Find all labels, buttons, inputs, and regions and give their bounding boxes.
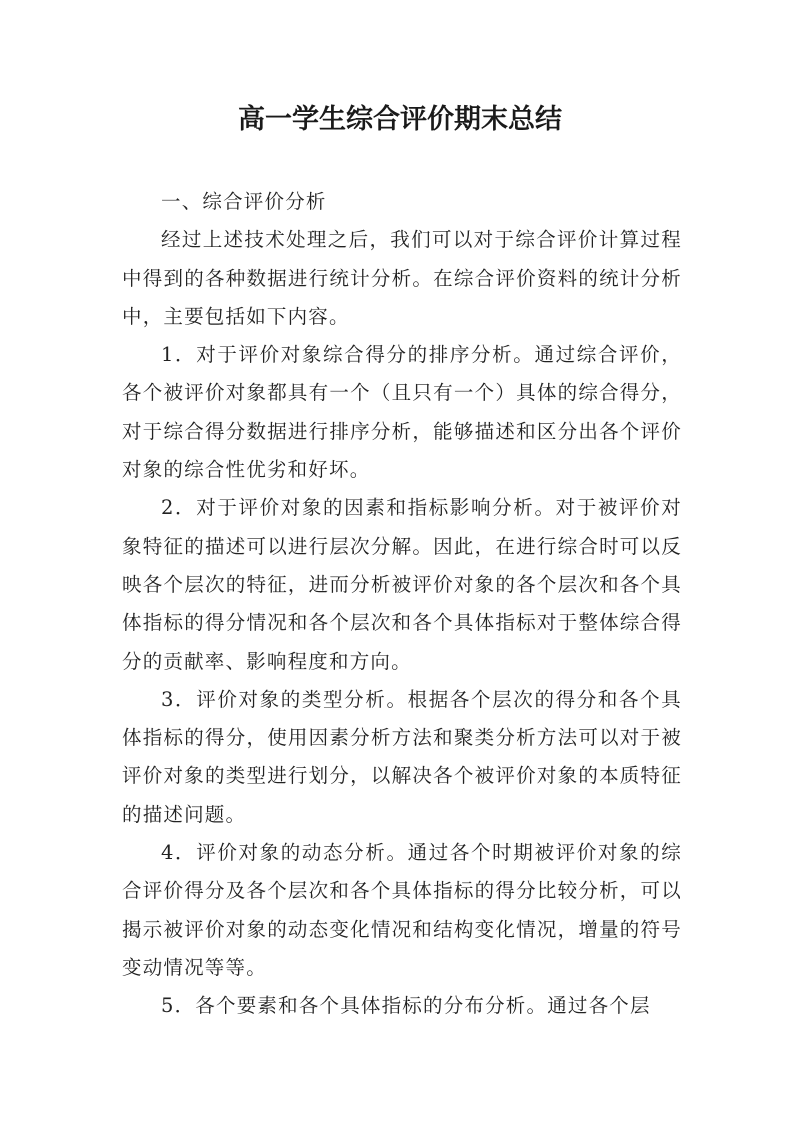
list-item-4: 4．评价对象的动态分析。通过各个时期被评价对象的综合评价得分及各个层次和各个具体指标的得分比较分析，可以揭示被评价对象的动态变化情况和结构变化情况，增量的符号变动情况等等。 xyxy=(122,841,682,979)
intro-paragraph: 经过上述技术处理之后，我们可以对于综合评价计算过程中得到的各种数据进行统计分析。在综合评价资料的统计分析中，主要包括如下内容。 xyxy=(122,228,682,328)
document-title: 高一学生综合评价期末总结 xyxy=(238,104,562,135)
list-item-1: 1．对于评价对象综合得分的排序分析。通过综合评价，各个被评价对象都具有一个（且只有一个）具体的综合得分，对于综合得分数据进行排序分析，能够描述和区分出各个评价对象的综合性优劣和好坏。 xyxy=(122,343,682,482)
document-body xyxy=(122,183,682,1026)
list-item-5: 5．各个要素和各个具体指标的分布分析。通过各个层 xyxy=(161,994,651,1018)
list-item-3: 3．评价对象的类型分析。根据各个层次的得分和各个具体指标的得分，使用因素分析方法和聚类分析方法可以对于被评价对象的类型进行划分，以解决各个被评价对象的本质特征的描述问题。 xyxy=(122,687,682,826)
list-item-2: 2．对于评价对象的因素和指标影响分析。对于被评价对象特征的描述可以进行层次分解。因此，在进行综合时可以反映各个层次的特征，进而分析被评价对象的各个层次和各个具体指标的得分情况和各个层次和各个具体指标对于整体综合得分的贡献率、影响程度和方向。 xyxy=(122,496,682,673)
section-heading: 一、综合评价分析 xyxy=(161,190,327,213)
